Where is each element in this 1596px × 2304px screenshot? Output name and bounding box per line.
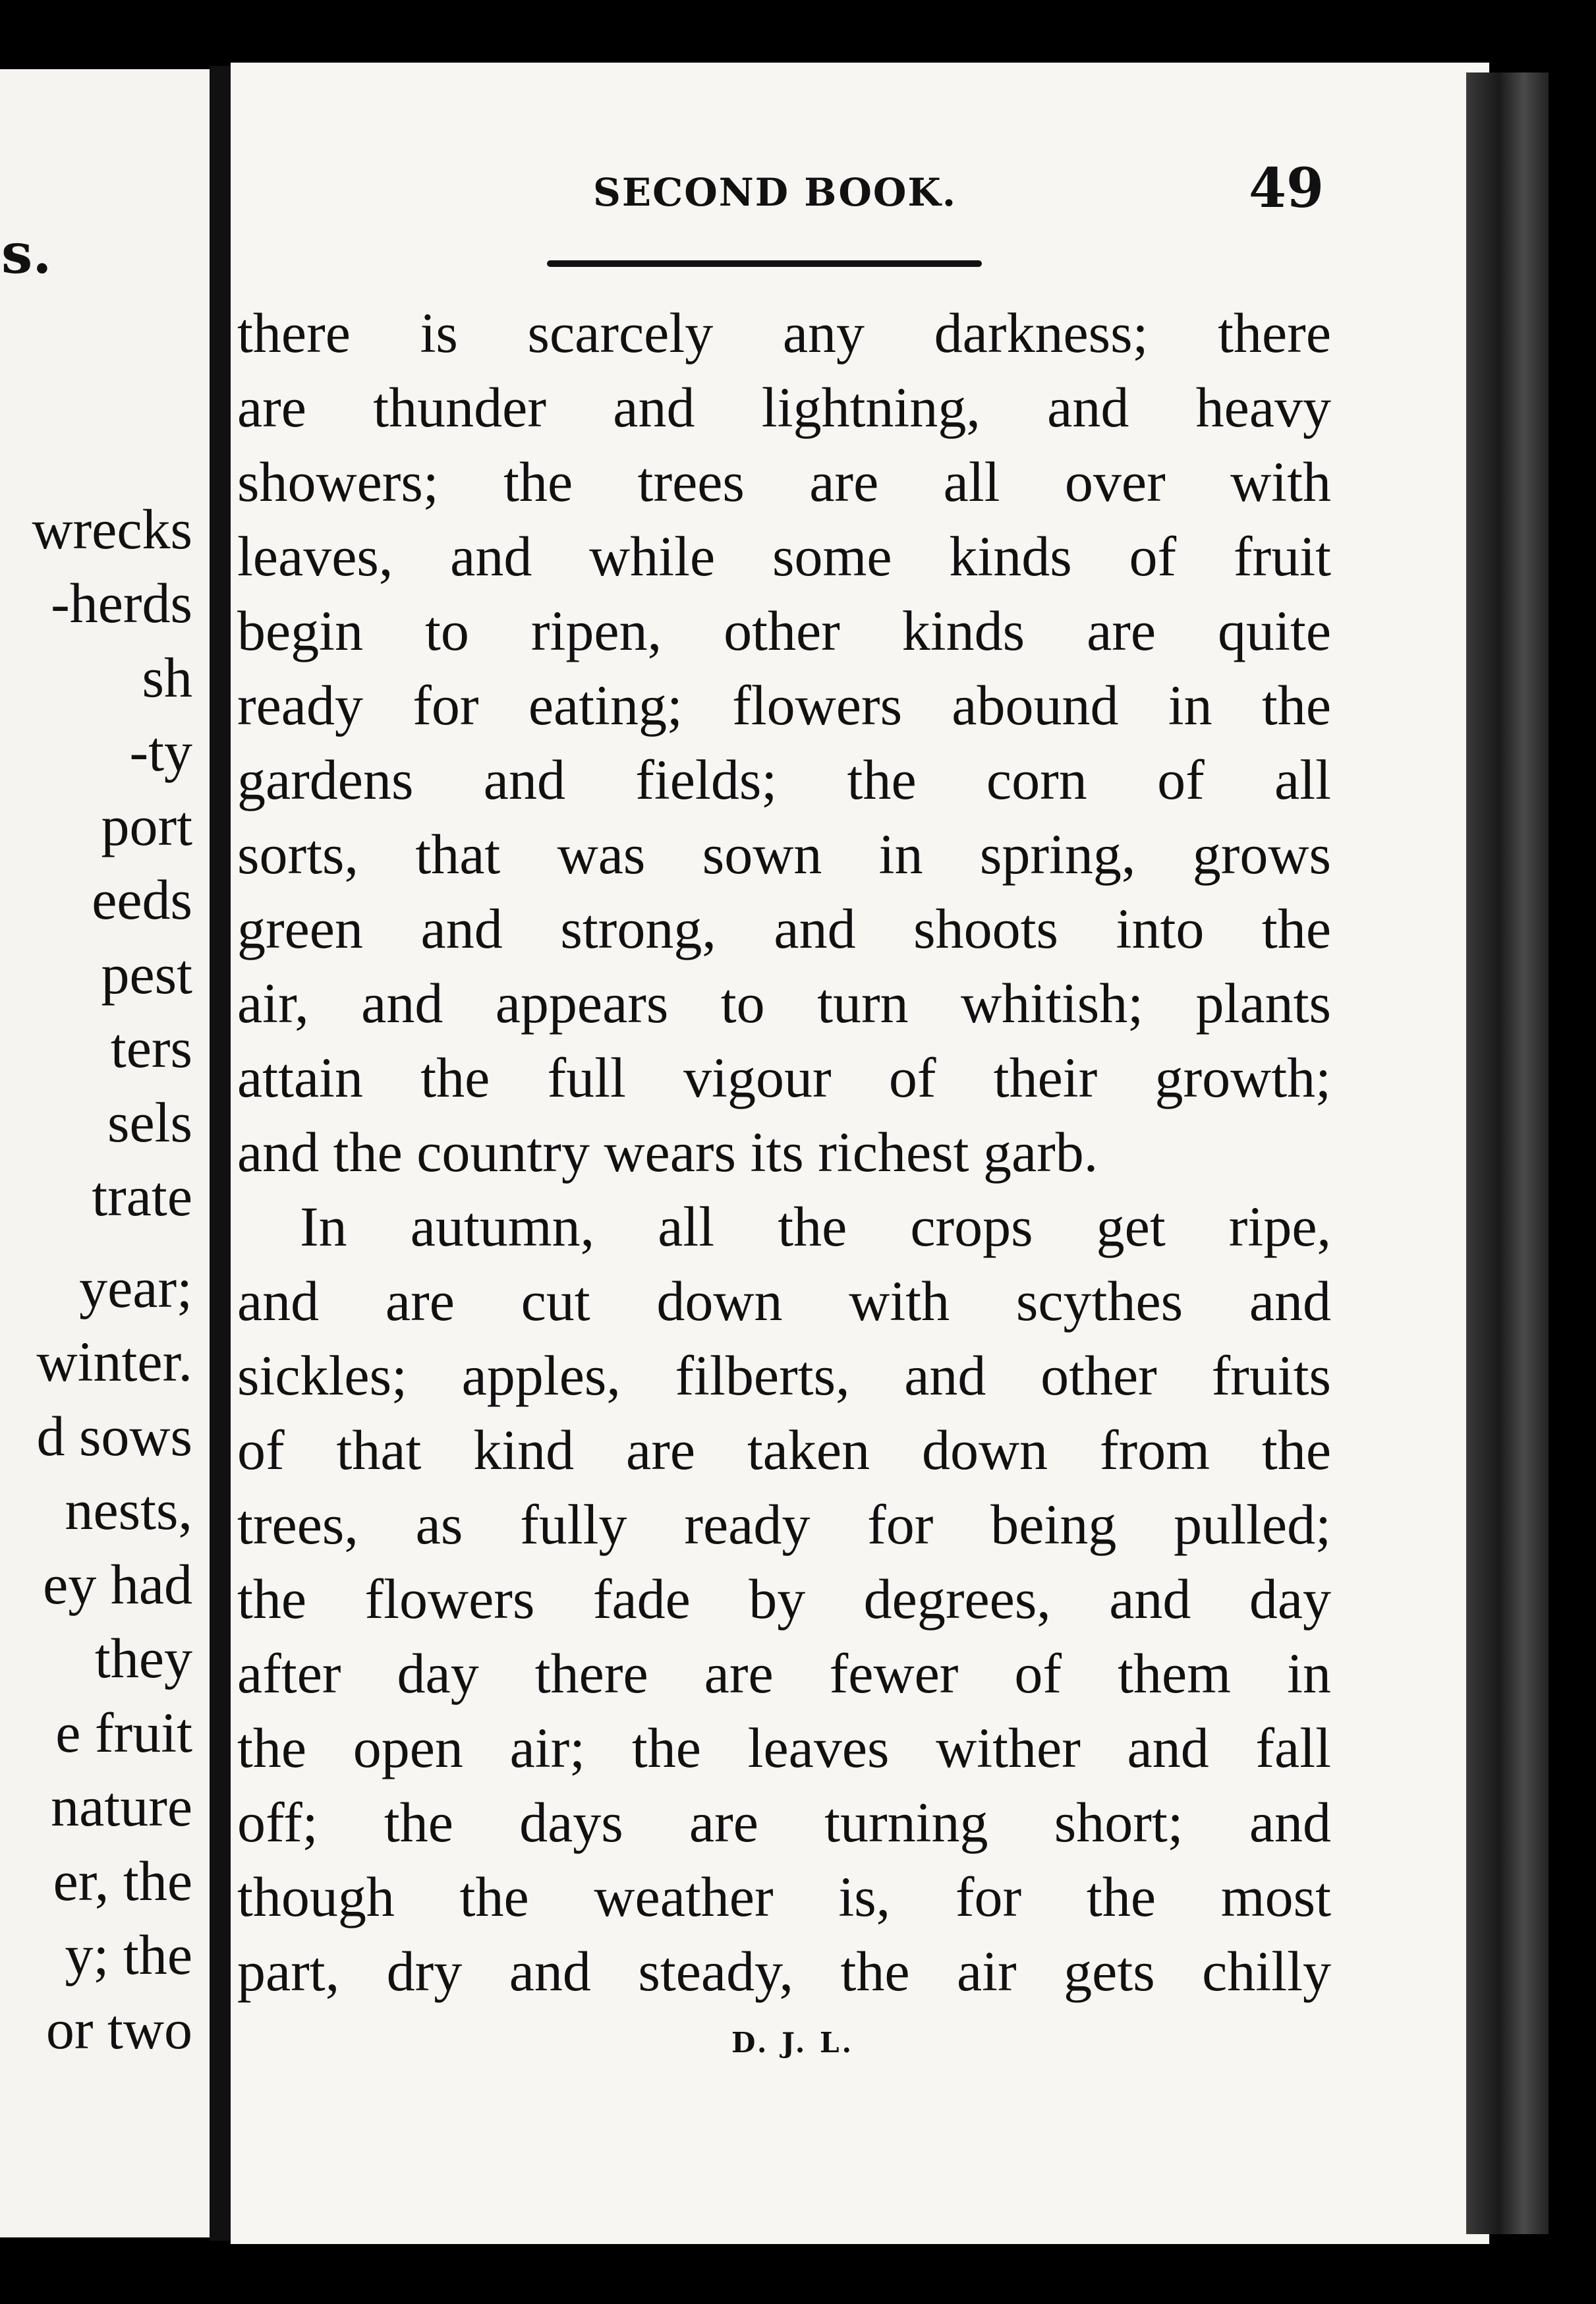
text-line: part, dry and steady, the air gets chilly xyxy=(237,1940,1331,2003)
text-line: showers; the trees are all over with xyxy=(237,450,1331,513)
text-line: after day there are fewer of them in xyxy=(237,1642,1331,1705)
left-page-line: sels xyxy=(107,1091,192,1154)
text-line: In autumn, all the crops get ripe, xyxy=(300,1195,1331,1258)
text-line: ready for eating; flowers abound in the xyxy=(237,674,1331,737)
left-page-line: d sows xyxy=(36,1404,192,1468)
running-head: SECOND BOOK. xyxy=(593,170,957,215)
left-page-line: pest xyxy=(101,942,192,1006)
text-line: sickles; apples, filberts, and other fruits xyxy=(237,1344,1331,1407)
text-line: and are cut down with scythes and xyxy=(237,1269,1331,1333)
left-page-line: they xyxy=(94,1627,192,1690)
text-line: green and strong, and shoots into the xyxy=(237,897,1331,960)
left-page-line: eeds xyxy=(92,868,192,931)
text-line: air, and appears to turn whitish; plants xyxy=(237,971,1331,1035)
left-page-line: or two xyxy=(45,1998,192,2061)
left-page-line: winter. xyxy=(36,1330,192,1393)
left-page-line: year; xyxy=(79,1256,192,1319)
left-page-line: nests, xyxy=(65,1478,192,1541)
left-page-line: y; the xyxy=(65,1923,192,1986)
text-line: of that kind are taken down from the xyxy=(237,1418,1331,1482)
page-edge xyxy=(1466,72,1549,2234)
left-page-line: wrecks xyxy=(32,498,192,561)
text-line: attain the full vigour of their growth; xyxy=(237,1046,1331,1109)
left-page-line: nature xyxy=(51,1775,192,1838)
text-line: the open air; the leaves wither and fall xyxy=(237,1716,1331,1779)
left-page-line: er, the xyxy=(53,1849,192,1913)
header-rule xyxy=(547,260,982,267)
left-page-line: -ty xyxy=(129,720,192,783)
left-page-line: -herds xyxy=(51,571,192,635)
text-line: and the country wears its richest garb. xyxy=(237,1120,1098,1184)
text-line: off; the days are turning short; and xyxy=(237,1791,1331,1854)
text-line: gardens and fields; the corn of all xyxy=(237,748,1331,811)
left-page-line: port xyxy=(101,794,192,857)
left-page-line: sh xyxy=(142,646,192,709)
printer-signature-mark: D. J. L. xyxy=(731,2027,855,2059)
left-page-line: ey had xyxy=(43,1553,192,1616)
left-page-line: ters xyxy=(110,1016,192,1080)
text-line: the flowers fade by degrees, and day xyxy=(237,1567,1331,1630)
left-page-mark: s. xyxy=(1,221,52,286)
text-line: there is scarcely any darkness; there xyxy=(237,301,1331,364)
text-line: trees, as fully ready for being pulled; xyxy=(237,1493,1331,1556)
previous-page-fragment xyxy=(0,69,210,2237)
left-page-line: e fruit xyxy=(55,1701,192,1764)
text-line: leaves, and while some kinds of fruit xyxy=(237,525,1331,588)
left-page-line: trate xyxy=(92,1165,192,1228)
text-line: begin to ripen, other kinds are quite xyxy=(237,599,1331,662)
text-line: though the weather is, for the most xyxy=(237,1865,1331,1928)
page-number: 49 xyxy=(1249,157,1325,220)
text-line: sorts, that was sown in spring, grows xyxy=(237,822,1331,886)
text-line: are thunder and lightning, and heavy xyxy=(237,376,1331,439)
